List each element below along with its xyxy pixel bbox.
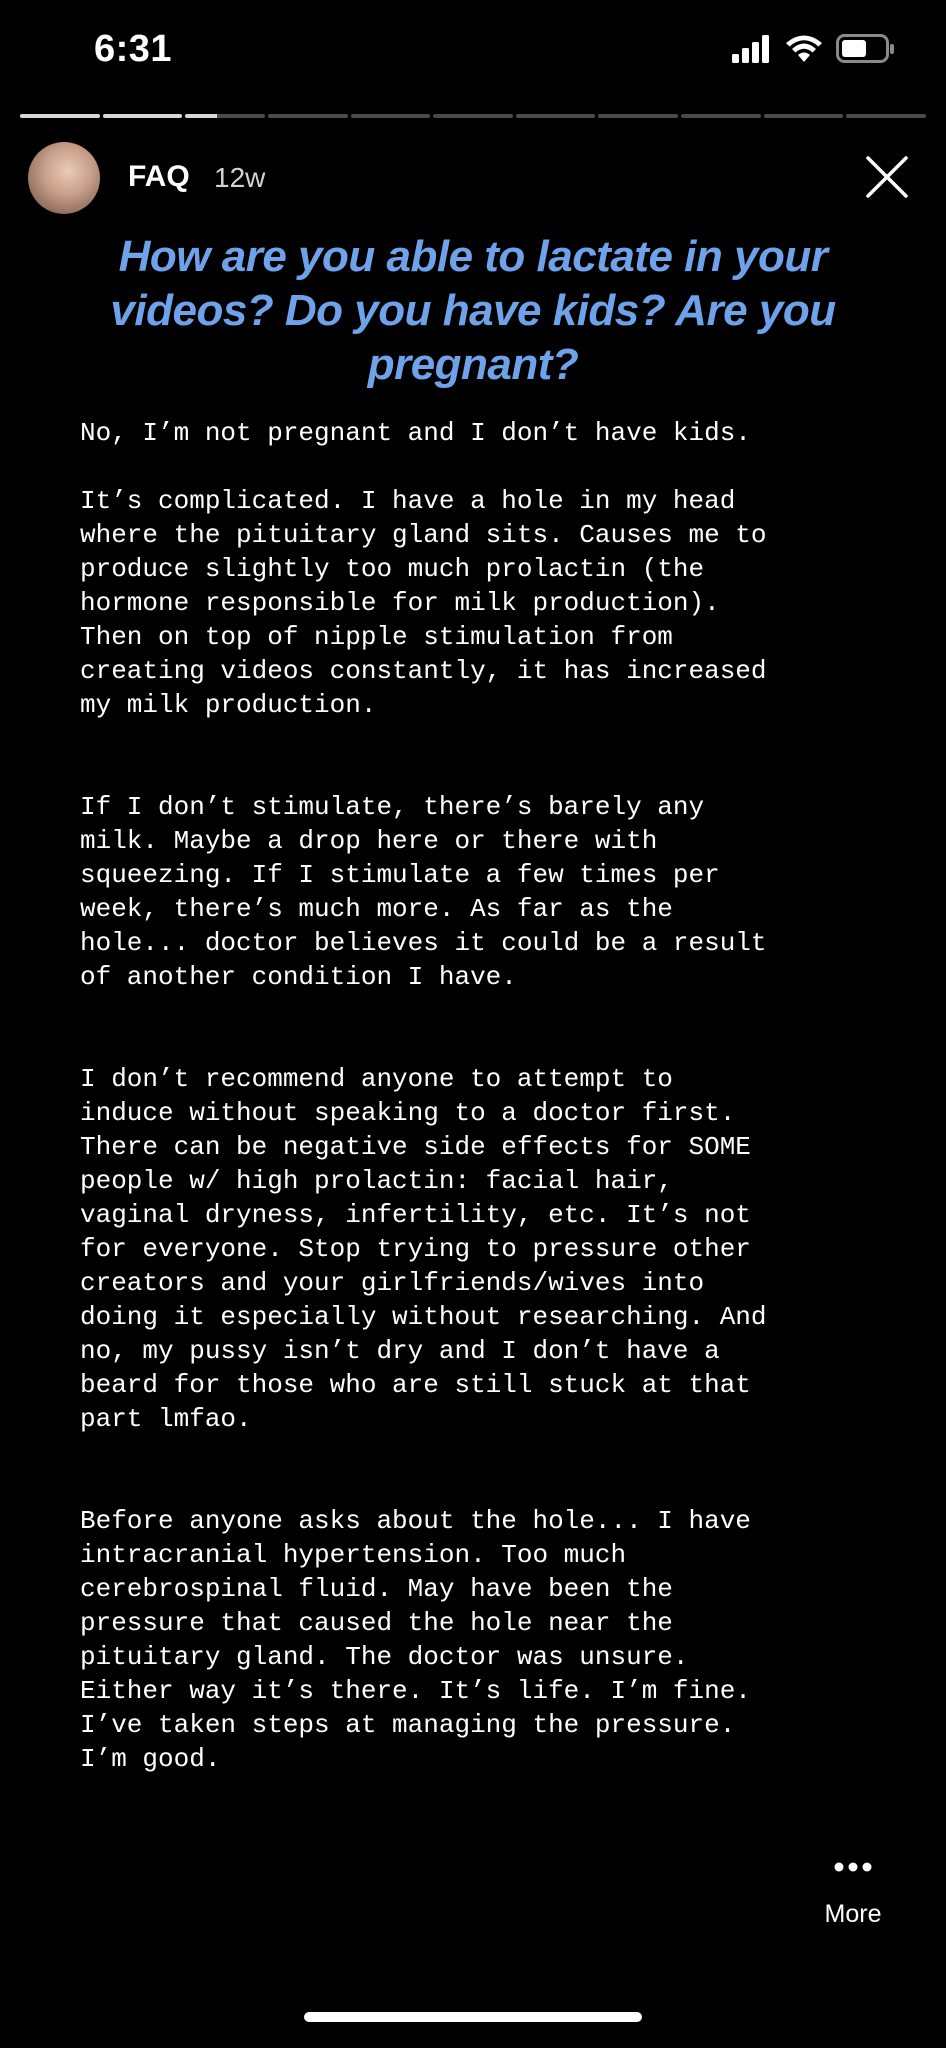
story-progress-segment xyxy=(185,114,265,118)
answer-paragraph: Before anyone asks about the hole... I have intracranial hypertension. Too much cerebrospinal fluid. May have been the pressure that caused the hole near the pituitary gland. The doctor was unsure. Either way it’s there. It’s life. I’m fine. I’ve taken steps at managing the pressure. I’m good. xyxy=(80,1506,751,1774)
close-icon[interactable] xyxy=(864,154,910,200)
story-progress-segment xyxy=(598,114,678,118)
story-progress-segment xyxy=(20,114,100,118)
story-progress-segment xyxy=(764,114,844,118)
story-progress-bars xyxy=(20,114,926,118)
story-progress-segment xyxy=(351,114,431,118)
story-progress-segment xyxy=(268,114,348,118)
answer-paragraph: It’s complicated. I have a hole in my head where the pituitary gland sits. Causes me to produce slightly too much prolactin (the hormone responsible for milk production). Then on top of nipple stimulation from creating videos constantly, it has increased my milk production. xyxy=(80,486,767,720)
wifi-icon xyxy=(786,35,822,63)
answer-paragraph: I don’t recommend anyone to attempt to induce without speaking to a doctor first. There can be negative side effects for SOME people w/ high prolactin: facial hair, vaginal dryness, infertility, etc. It’s not for everyone. Stop trying to pressure other creators and your girlfriends/wives into doing it especially without researching. And no, my pussy isn’t dry and I don’t have a beard for those who are still stuck at that part lmfao. xyxy=(80,1064,767,1434)
status-time: 6:31 xyxy=(94,28,173,70)
answer-paragraph: No, I’m not pregnant and I don’t have kids. xyxy=(80,418,751,448)
story-progress-segment xyxy=(846,114,926,118)
story-header xyxy=(28,140,918,216)
story-username[interactable]: FAQ xyxy=(128,160,190,193)
avatar[interactable] xyxy=(28,142,100,214)
story-progress-segment xyxy=(516,114,596,118)
story-age: 12w xyxy=(214,162,266,193)
story-progress-segment xyxy=(433,114,513,118)
answer-paragraph: If I don’t stimulate, there’s barely any milk. Maybe a drop here or there with squeezing. If I stimulate a few times per week, there’s much more. As far as the hole... doctor believes it could be a result of another condition I have. xyxy=(80,792,767,992)
more-label: More xyxy=(824,1900,882,1928)
question-text: How are you able to lactate in your videos? Do you have kids? Are you pregnant? xyxy=(110,232,836,389)
status-bar xyxy=(0,0,946,100)
status-icons xyxy=(732,34,896,64)
more-button[interactable] xyxy=(798,1860,908,1929)
story-progress-segment xyxy=(103,114,183,118)
signal-icon xyxy=(732,35,772,63)
home-indicator[interactable] xyxy=(304,2012,642,2022)
more-dots-icon xyxy=(833,1861,873,1873)
story-progress-segment xyxy=(681,114,761,118)
battery-icon xyxy=(836,34,896,64)
answer-text xyxy=(80,416,880,1776)
